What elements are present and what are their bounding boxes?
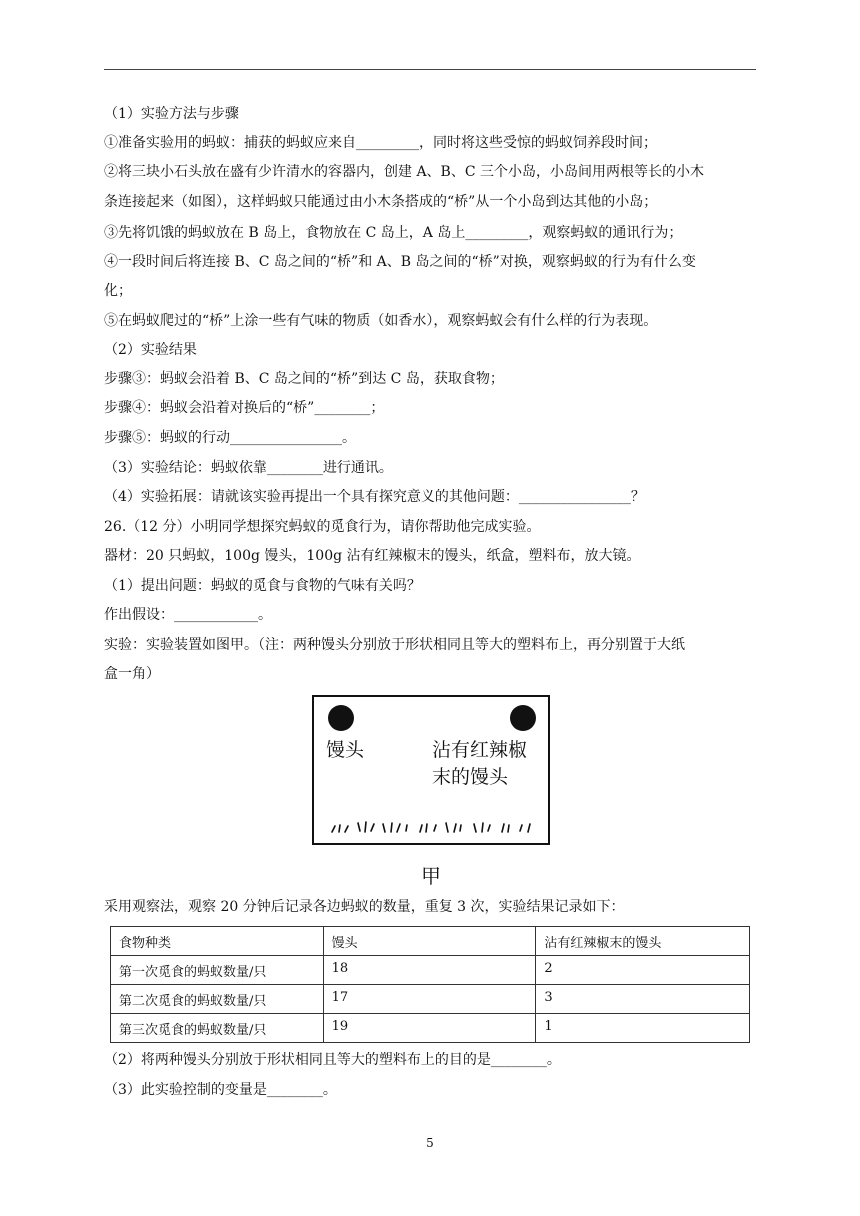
text-line: ③先将饥饿的蚂蚁放在 B 岛上，食物放在 C 岛上，A 岛上_________，观察蚂蚁的通讯行为； <box>104 225 683 241</box>
text-line: （3）此实验控制的变量是________。 <box>104 1082 337 1098</box>
figure-label-spicy-2: 末的馒头 <box>432 766 509 788</box>
text-line: ④一段时间后将连接 B、C 岛之间的“桥”和 A、B 岛之间的“桥”对换，观察蚂蚁的行为有什么变 <box>104 254 696 270</box>
text-line: 步骤④：蚂蚁会沿着对换后的“桥”________； <box>104 400 385 416</box>
text-line: （2）将两种馒头分别放于形状相同且等大的塑料布上的目的是________。 <box>104 1052 561 1068</box>
text-line: 盒一角） <box>104 666 160 682</box>
text-line: （4）实验拓展：请就该实验再提出一个具有探究意义的其他问题：________________？ <box>104 489 645 505</box>
results-table <box>110 926 750 1043</box>
figure-label-bun: 馒头 <box>326 739 365 761</box>
steamed-bun-dot <box>328 705 354 731</box>
table-cell: 19 <box>323 1014 536 1043</box>
table-row <box>111 956 750 985</box>
table-row <box>111 1014 750 1043</box>
text-line: 器材：20 只蚂蚁，100g 馒头，100g 沾有红辣椒末的馒头，纸盒，塑料布，放大镜。 <box>104 548 641 564</box>
text-line: ②将三块小石头放在盛有少许清水的容器内，创建 A、B、C 三个小岛，小岛间用两根等长的小木 <box>104 164 705 180</box>
text-line: 采用观察法，观察 20 分钟后记录各边蚂蚁的数量，重复 3 次，实验结果记录如下： <box>104 899 625 915</box>
table-row <box>111 985 750 1014</box>
figure-label-spicy-1: 沾有红辣椒 <box>432 739 528 761</box>
table-cell: 2 <box>536 956 750 985</box>
text-line: （2）实验结果 <box>104 342 197 358</box>
figure-caption: 甲 <box>421 864 441 888</box>
table-header-row <box>111 927 750 956</box>
page-number: 5 <box>426 1136 434 1150</box>
text-line: 条连接起来（如图），这样蚂蚁只能通过由小木条搭成的“桥”从一个小岛到达其他的小岛； <box>104 194 658 210</box>
text-line: （1）实验方法与步骤 <box>104 106 239 122</box>
text-line: 化； <box>104 283 132 299</box>
table-header-cell: 馒头 <box>323 927 536 956</box>
text-line: ①准备实验用的蚂蚁：捕获的蚂蚁应来自_________，同时将这些受惊的蚂蚁饲养段时间； <box>104 135 657 151</box>
spicy-bun-dot <box>510 705 536 731</box>
header-rule <box>104 69 756 70</box>
figure-jia-box <box>312 695 550 845</box>
table-cell: 第三次觅食的蚂蚁数量/只 <box>111 1014 324 1043</box>
text-line: （3）实验结论：蚂蚁依靠________进行通讯。 <box>104 460 393 476</box>
text-line: 实验：实验装置如图甲。（注：两种馒头分别放于形状相同且等大的塑料布上，再分别置于大纸 <box>104 637 685 653</box>
question-26-title: 26.（12 分）小明同学想探究蚂蚁的觅食行为，请你帮助他完成实验。 <box>104 519 541 535</box>
table-header-cell: 沾有红辣椒末的馒头 <box>536 927 750 956</box>
text-line: ⑤在蚂蚁爬过的“桥”上涂一些有气味的物质（如香水），观察蚂蚁会有什么样的行为表现。 <box>104 313 658 329</box>
grass-marks-icon <box>330 819 536 835</box>
text-line: 步骤③：蚂蚁会沿着 B、C 岛之间的“桥”到达 C 岛，获取食物； <box>104 371 504 387</box>
text-line: 步骤⑤：蚂蚁的行动________________。 <box>104 430 356 446</box>
table-cell: 第二次觅食的蚂蚁数量/只 <box>111 985 324 1014</box>
text-line: 作出假设：____________。 <box>104 607 272 623</box>
table-cell: 3 <box>536 985 750 1014</box>
table-cell: 1 <box>536 1014 750 1043</box>
text-line: （1）提出问题：蚂蚁的觅食与食物的气味有关吗？ <box>104 578 421 594</box>
table-cell: 17 <box>323 985 536 1014</box>
table-cell: 第一次觅食的蚂蚁数量/只 <box>111 956 324 985</box>
table-cell: 18 <box>323 956 536 985</box>
table-header-cell: 食物种类 <box>111 927 324 956</box>
